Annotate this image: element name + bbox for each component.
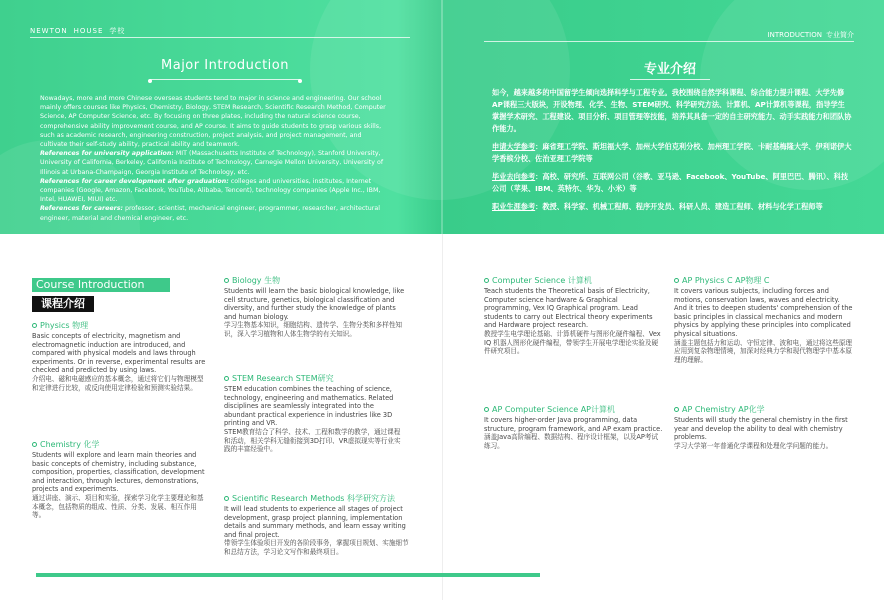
bullet-icon <box>224 376 229 381</box>
subject-biology <box>224 275 406 339</box>
major-introduction-body <box>40 94 390 223</box>
subject-ap-chemistry <box>674 404 854 450</box>
zh-univ-text: ：麻省理工学院、斯坦福大学、加州大学伯克利分校、加州理工学院、卡耐基梅隆大学、伊利诺伊大学香槟分校、佐治亚理工学院等 <box>492 142 852 163</box>
major-introduction-title: Major Introduction <box>150 58 300 80</box>
zh-grad <box>492 171 852 195</box>
zh-career-text: ：教授、科学家、机械工程师、程序开发员、科研人员、建造工程师、材料与化学工程师等 <box>535 202 823 211</box>
subject-en: It will lead students to experience all stages of project development, grasp project planning, implementation details and summary methods, and learn essay writing and final project. <box>224 505 406 539</box>
subject-zh: 介绍电、磁和电磁感应的基本概念，通过将它们与物理模型和定律进行比较，或反向使用定律检验和预测实验结果。 <box>32 374 204 392</box>
left-page-header <box>30 24 410 38</box>
subject-en: STEM education combines the teaching of science, technology, engineering and mathematics. Related disciplines are seamlessly integrated into the abundant practical experience in industries like 3D printing and VR. <box>224 385 394 428</box>
subject-stem <box>224 373 406 454</box>
subject-en: Teach students the Theoretical basis of Electricity, Computer science hardware & Graphical programming, Vex IQ Graphical program. Lead students to carry out Electrical theory experiments and Hardware project research. <box>484 287 653 330</box>
zh-career-label: 职业生涯参考 <box>492 202 536 211</box>
subject-zh: STEM教育结合了科学、技术、工程和数学的教学，通过课程和活动，相关学科无缝衔接到3D打印、VR虚拟现实等行业实践的丰富经验中。 <box>224 427 401 454</box>
zh-univ <box>492 141 852 165</box>
subject-title: Computer Science 计算机 <box>492 276 592 285</box>
subject-zh: 学习生物基本知识，细胞结构、遗传学、生物分类和多样性知识，深入学习植物和人体生物学的有关知识。 <box>224 321 403 338</box>
subject-physics <box>32 320 207 392</box>
subject-title: AP Chemistry AP化学 <box>682 405 765 414</box>
green-header-band <box>0 0 884 234</box>
ref-application-text: MIT (Massachusetts Institute of Technology), Stanford University, University of California, Berkeley, California Institute of Technology, Carnegie Mellon University, University of Illinois at Urbana-Champaign, Georgia Institute of Technology, etc. <box>40 150 384 176</box>
course-introduction-title: Course Introduction <box>32 278 170 292</box>
subject-title: Physics 物理 <box>40 321 89 330</box>
zh-career <box>492 201 852 213</box>
brand-mark: 学校 <box>109 27 126 35</box>
zh-major-body <box>492 87 852 219</box>
zh-major-title: 专业介绍 <box>630 58 710 80</box>
bullet-icon <box>32 442 37 447</box>
bottom-accent-bar <box>36 573 540 577</box>
subject-zh: 涵盖主题包括力和运动、守恒定律、波和电，通过将这些原理应用到复杂物理情境，加深对经典力学和现代物理学中基本原理的理解。 <box>674 338 853 364</box>
header-rule <box>30 37 410 38</box>
bullet-icon <box>224 496 229 501</box>
subject-zh: 通过讲座、演示、项目和实验，探索学习化学主要理论和基本概念，包括物质的组成、性质、分类、发展、相互作用等。 <box>32 493 204 520</box>
ref-careers-text: professor, scientist, mechanical engineer, programmer, researcher, architectural engineer, material and chemical engineer, etc. <box>40 205 380 222</box>
header-en: INTRODUCTION <box>767 31 822 39</box>
subject-chemistry <box>32 439 207 520</box>
zh-grad-text: ：高校、研究所、互联网公司（谷歌、亚马逊、Facebook、YouTube、阿里巴巴、腾讯）、科技公司（苹果、IBM、英特尔、华为、小米）等 <box>492 172 849 193</box>
subject-zh: 涵盖Java高阶编程、数据结构、程序设计框架，以及AP考试练习。 <box>484 433 659 450</box>
subject-en: Students will study the general chemistry in the first year and develop the ability to deal with chemistry problems. <box>674 416 848 442</box>
ref-graduation <box>40 177 390 205</box>
ref-careers-label: References for careers: <box>40 205 123 213</box>
subject-ap-computer-science <box>484 404 664 450</box>
bullet-icon <box>224 278 229 283</box>
zh-intro: 如今，越来越多的中国留学生倾向选择科学与工程专业。我校围绕自然学科课程、综合能力提升课程、大学先修AP课程三大版块，开设物理、化学、生物、STEM研究、科学研究方法、计算机、AP计算机等课程，指导学生掌握学术研究、工程建设、项目分析、项目管理等技能，培养其具备一定的自主研究能力、动手实践能力和团队协作能力。 <box>492 88 852 133</box>
right-page-header <box>484 28 854 42</box>
bullet-icon <box>32 323 37 328</box>
bullet-icon <box>484 278 489 283</box>
subject-computer-science <box>484 275 664 356</box>
subject-scientific-research <box>224 493 409 557</box>
header-zh: 专业简介 <box>826 31 854 39</box>
subject-en: It covers higher-order Java programming, data structure, program framework, and AP exam practice. <box>484 416 663 433</box>
subject-en: Students will learn the basic biological knowledge, like cell structure, genetics, biological classification and diversity, and further study the knowledge of plants and human biology. <box>224 287 405 321</box>
ref-application-label: References for university application: <box>40 150 174 158</box>
course-introduction-zh: 课程介绍 <box>32 296 94 312</box>
brand-name: NEWTON <box>30 27 68 35</box>
subject-title: Scientific Research Methods 科学研究方法 <box>232 494 395 503</box>
header-rule <box>484 41 854 42</box>
subject-zh: 带领学生体验项目开发的各阶段事务，掌握项目规划、实施细节和总结方法，学习论文写作和最终项目。 <box>224 539 409 556</box>
subject-zh: 学习大学第一年普通化学课程和处理化学问题的能力。 <box>674 441 833 450</box>
brand-house: HOUSE <box>73 27 104 35</box>
ref-application <box>40 149 390 177</box>
bullet-icon <box>484 407 489 412</box>
major-paragraph: Nowadays, more and more Chinese overseas students tend to major in science and engineering. Our school mainly offers courses like Physics, Chemistry, Biology, STEM Research, Scientific Research Method, Computer Science, AP Computer Science, etc. By focusing on three plates, including the natural science course, comprehensive ability improvement course, and AP course. It aims to guide students to grasp various skills, such as academic research, engineering construction, project analysis, and project management, and cultivate their self-study ability, practical ability and teamwork. <box>40 95 386 149</box>
subject-title: Chemistry 化学 <box>40 440 100 449</box>
subject-zh: 教授学生电学理论基础、计算机硬件与图形化硬件编程、Vex IQ 机器人图形化硬件编程，带领学生开展电学理论实验及硬件研究项目。 <box>484 329 661 356</box>
subject-title: Biology 生物 <box>232 276 281 285</box>
zh-grad-label: 毕业去向参考 <box>492 172 536 181</box>
ref-graduation-label: References for career development after graduation: <box>40 177 229 185</box>
bullet-icon <box>674 278 679 283</box>
ref-graduation-text: colleges and universities, institutes, Internet companies (Google, Amazon, Facebook, YouTube, Alibaba, Tencent), technology companies (Apple Inc., IBM, Intel, HUAWEI, MIUI) etc. <box>40 177 381 204</box>
subject-en: It covers various subjects, including forces and motions, conservation laws, waves and electricity. And it tries to deepen students' comprehension of the basic principles in classical mechanics and modern physics by applying these principles into complicated physical situations. <box>674 287 853 338</box>
page-fold <box>441 0 443 234</box>
subject-title: AP Computer Science AP计算机 <box>492 405 616 414</box>
subject-title: AP Physics C AP物理 C <box>682 276 770 285</box>
subject-en: Students will explore and learn main theories and basic concepts of chemistry, including substance, composition, properties, classification, development and interaction, through lectures, demonstrations, projects and experiments. <box>32 451 205 494</box>
subject-title: STEM Research STEM研究 <box>232 374 334 383</box>
bullet-icon <box>674 407 679 412</box>
ref-careers <box>40 204 390 222</box>
subject-ap-physics <box>674 275 854 364</box>
center-fold-line <box>442 234 443 600</box>
subject-en: Basic concepts of electricity, magnetism and electromagnetic induction are introduced, and compared with physical models and laws through experiments. Or in reverse, experimental results are checked and predicted by using laws. <box>32 332 206 375</box>
zh-univ-label: 申请大学参考 <box>492 142 536 151</box>
